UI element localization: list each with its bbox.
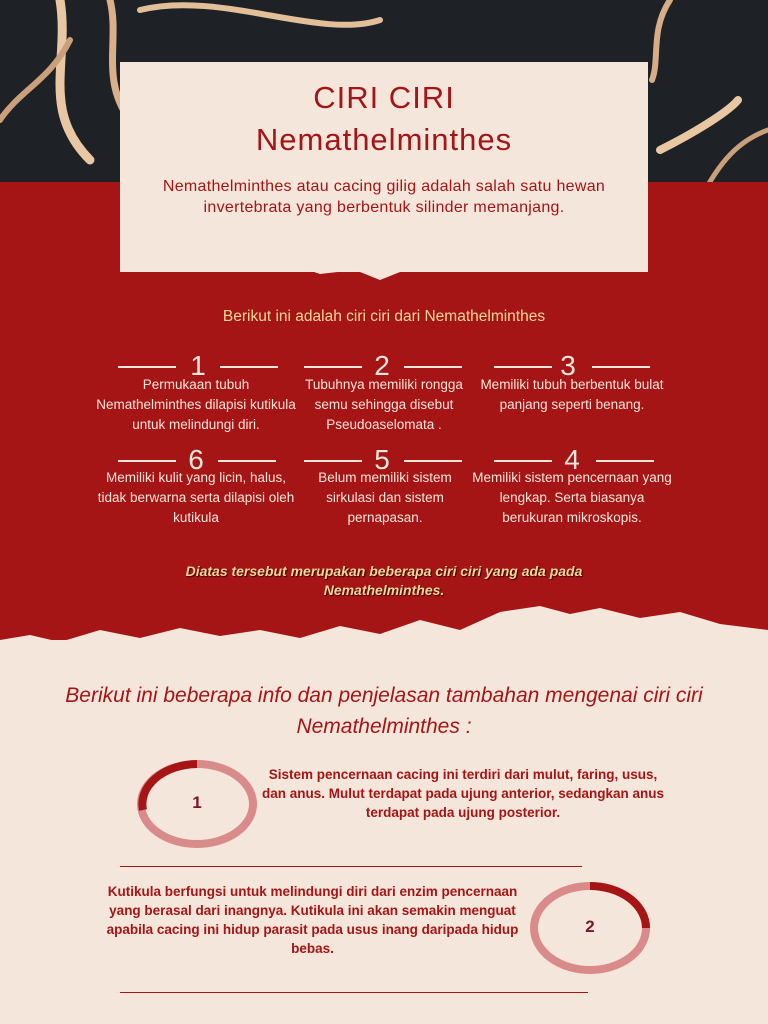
divider — [120, 992, 588, 993]
info-number: 1 — [192, 793, 202, 812]
feature-number: 6 — [188, 444, 204, 475]
feature-number: 4 — [564, 444, 580, 475]
info-heading: Berikut ini beberapa info dan penjelasan tambahan mengenai ciri ciri Nemathelminthes : — [65, 684, 703, 738]
divider — [596, 460, 654, 462]
feature-text: Memiliki sistem pencernaan yang lengkap. Serta biasanya berukuran mikroskopis. — [472, 470, 672, 525]
divider — [118, 366, 176, 368]
features-closing: Diatas tersebut merupakan beberapa ciri ciri yang ada pada Nemathelminthes. — [185, 563, 583, 598]
features-lead: Berikut ini adalah ciri ciri dari Nemathelminthes — [222, 308, 546, 325]
divider — [592, 366, 650, 368]
feature-text: Tubuhnya memiliki rongga semu sehingga disebut Pseudoaselomata . — [305, 377, 463, 432]
divider — [404, 460, 462, 462]
info-number: 2 — [585, 917, 595, 936]
divider — [118, 460, 176, 462]
divider — [304, 460, 362, 462]
feature-number: 3 — [560, 350, 576, 381]
divider — [304, 366, 362, 368]
header-card — [120, 62, 648, 272]
feature-number: 1 — [190, 350, 206, 381]
divider — [494, 366, 552, 368]
feature-text: Permukaan tubuh Nemathelminthes dilapisi kutikula untuk melindungi diri. — [96, 377, 296, 432]
divider — [404, 366, 462, 368]
divider — [494, 460, 552, 462]
feature-text: Memiliki kulit yang licin, halus, tidak berwarna serta dilapisi oleh kutikula — [97, 470, 295, 525]
intro-text: Nemathelminthes atau cacing gilig adalah salah satu hewan invertebrata yang berbentuk silinder memanjang. — [162, 178, 606, 216]
divider — [220, 366, 278, 368]
divider — [218, 460, 276, 462]
page-title-line2: Nemathelminthes — [255, 122, 513, 157]
info-text: Kutikula berfungsi untuk melindungi diri dari enzim pencernaan yang berasal dari inangnya. Kutikula ini akan semakin menguat apabila cacing ini hidup parasit pada usus inang daripada hidup bebas. — [106, 884, 519, 956]
page-title-line1: CIRI CIRI — [313, 80, 455, 115]
feature-number: 2 — [374, 350, 390, 381]
feature-text: Belum memiliki sistem sirkulasi dan sistem pernapasan. — [318, 470, 452, 525]
feature-text: Memiliki tubuh berbentuk bulat panjang seperti benang. — [480, 377, 664, 412]
feature-number: 5 — [374, 444, 390, 475]
info-text: Sistem pencernaan cacing ini terdiri dari mulut, faring, usus, dan anus. Mulut terdapat pada ujung anterior, sedangkan anus terdapat pada ujung posterior. — [261, 767, 665, 820]
divider — [120, 866, 582, 867]
